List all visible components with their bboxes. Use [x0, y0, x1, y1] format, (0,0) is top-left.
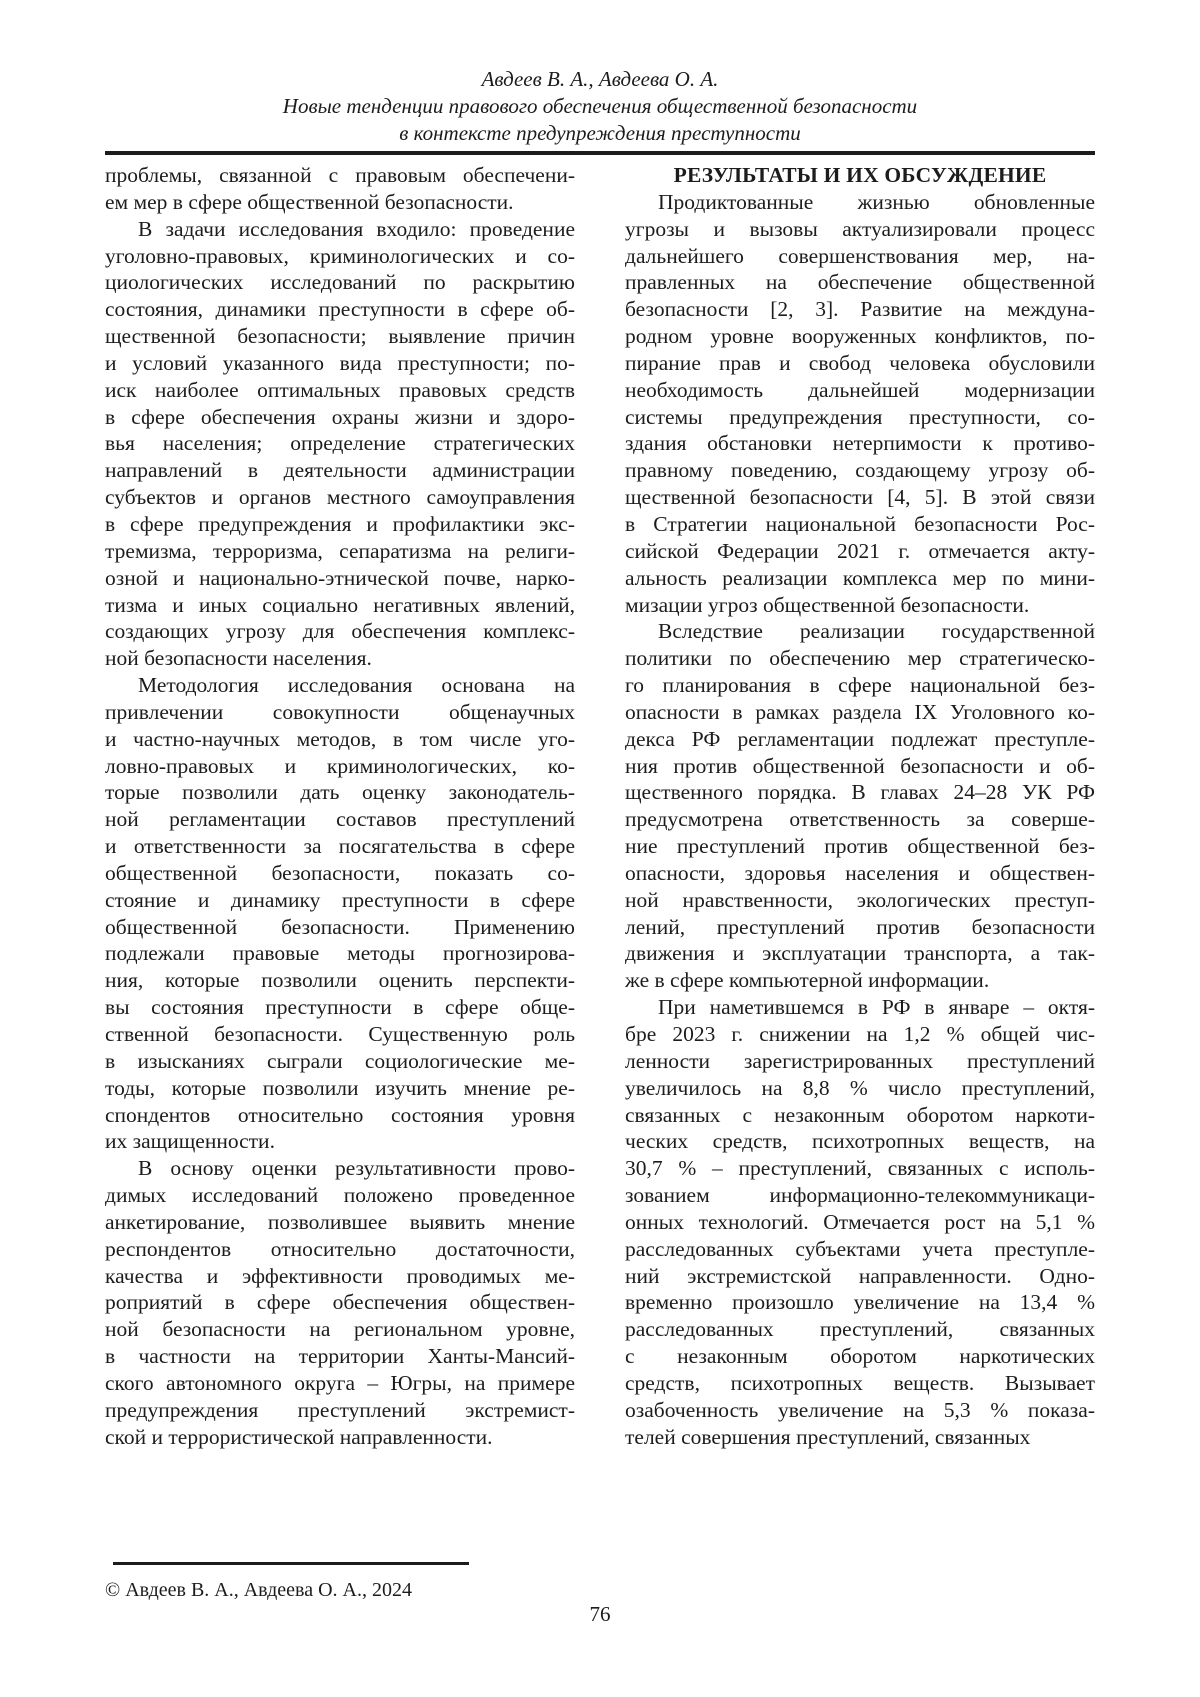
text-line: общественной безопасности. Применению [105, 914, 575, 939]
text-line: ем мер в сфере общественной безопасности. [105, 189, 514, 214]
text-line: предупреждения преступлений экстремист- [105, 1397, 575, 1422]
text-line: щественной безопасности [4, 5]. В этой связи [625, 485, 1095, 510]
page-number: 76 [589, 1602, 611, 1626]
text-line: озной и национально-этнической почве, нарко- [105, 565, 575, 590]
text-line: связанных с незаконным оборотом наркоти- [625, 1102, 1095, 1127]
text-line: тоды, которые позволили изучить мнение ре- [105, 1075, 575, 1100]
text-line: качества и эффективности проводимых ме- [105, 1263, 575, 1288]
text-line: родном уровне вооруженных конфликтов, по- [625, 324, 1095, 349]
text-line: мизации угроз общественной безопасности. [625, 592, 1030, 617]
text-line: ния, которые позволили оценить перспекти- [105, 968, 575, 993]
text-line: угрозы и вызовы актуализировали процесс [625, 216, 1095, 241]
text-line: временно произошло увеличение на 13,4 % [625, 1290, 1095, 1315]
text-line: ной безопасности на региональном уровне, [105, 1317, 575, 1342]
text-line: в изысканиях сыграли социологические ме- [105, 1048, 575, 1073]
text-line: системы предупреждения преступности, со- [625, 404, 1095, 429]
text-line: ний экстремистской направленности. Одно- [625, 1263, 1095, 1288]
text-line: декса РФ регламентации подлежат преступле- [625, 726, 1095, 751]
text-line: альность реализации комплекса мер по мини- [625, 565, 1095, 590]
text-line: стояние и динамику преступности в сфере [105, 887, 575, 912]
text-line: телей совершения преступлений, связанных [625, 1424, 1031, 1449]
footnote-rule [113, 1562, 469, 1565]
text-line: респондентов относительно достаточности, [105, 1236, 575, 1261]
text-line: димых исследований положено проведенное [105, 1183, 575, 1208]
text-line: безопасности [2, 3]. Развитие на междуна- [625, 297, 1095, 322]
text-line: их защищенности. [105, 1129, 275, 1154]
text-line: щественной безопасности; выявление причин [105, 324, 575, 349]
text-line: состояния, динамики преступности в сфере об- [105, 297, 575, 322]
text-line: в Стратегии национальной безопасности Рос- [625, 511, 1095, 536]
text-line: пирание прав и свобод человека обусловили [625, 350, 1095, 375]
text-line: роприятий в сфере обеспечения обществен- [105, 1290, 575, 1315]
text-line: ной регламентации составов преступлений [105, 807, 575, 832]
text-line: ленности зарегистрированных преступлений [625, 1048, 1095, 1073]
text-line: и частно-научных методов, в том числе уго- [105, 726, 575, 751]
text-line: опасности в рамках раздела IX Уголовного ко- [625, 699, 1095, 724]
text-line: Методология исследования основана на [138, 673, 575, 698]
text-line: тизма и иных социально негативных явлений, [105, 592, 575, 617]
text-line: бре 2023 г. снижении на 1,2 % общей чис- [625, 1022, 1095, 1046]
running-head-authors: Авдеев В. А., Авдеева О. А. [481, 67, 719, 91]
text-line: ния против общественной безопасности и об- [625, 753, 1095, 778]
text-line: ского автономного округа – Югры, на примере [105, 1370, 575, 1395]
text-line: лений, преступлений против безопасности [625, 914, 1095, 939]
text-line: политики по обеспечению мер стратегическо- [625, 646, 1095, 671]
text-line: В основу оценки результативности прово- [138, 1156, 575, 1181]
text-line: здания обстановки нетерпимости к противо- [625, 431, 1095, 456]
text-line: го планирования в сфере национальной без- [625, 673, 1095, 698]
text-line: Продиктованные жизнью обновленные [658, 189, 1095, 214]
left-column [105, 162, 575, 1451]
text-line: же в сфере компьютерной информации. [625, 968, 990, 993]
running-head-title-line1: Новые тенденции правового обеспечения общественной безопасности [282, 94, 918, 118]
text-line: с незаконным оборотом наркотических [625, 1344, 1095, 1369]
text-line: онных технологий. Отмечается рост на 5,1 % [625, 1209, 1095, 1234]
text-line: иск наиболее оптимальных правовых средств [105, 377, 575, 402]
text-line: предусмотрена ответственность за соверше- [625, 807, 1095, 832]
text-line: ской и террористической направленности. [105, 1424, 493, 1449]
text-line: В задачи исследования входило: проведение [138, 216, 575, 241]
text-line: циологических исследований по раскрытию [105, 270, 575, 295]
text-line: расследованных преступлений, связанных [625, 1317, 1095, 1342]
text-line: щественного порядка. В главах 24–28 УК РФ [625, 780, 1095, 805]
text-line: субъектов и органов местного самоуправления [105, 485, 575, 510]
text-line: озабоченность увеличение на 5,3 % показа- [625, 1397, 1095, 1422]
text-line: При наметившемся в РФ в январе – октя- [658, 995, 1095, 1020]
text-line: правному поведению, создающему угрозу об- [625, 458, 1095, 483]
right-column-text [625, 189, 1095, 1451]
text-line: общественной безопасности, показать со- [105, 860, 575, 885]
text-line: и условий указанного вида преступности; по- [105, 350, 575, 375]
text-line: в сфере предупреждения и профилактики экс- [105, 511, 575, 536]
right-column [625, 162, 1095, 1451]
left-column-text [105, 162, 575, 1451]
copyright-note: © Авдеев В. А., Авдеева О. А., 2024 [105, 1579, 413, 1601]
text-line: увеличилось на 8,8 % число преступлений, [625, 1075, 1095, 1100]
text-line: привлечении совокупности общенаучных [105, 699, 575, 724]
running-head [105, 66, 1095, 147]
text-line: проблемы, связанной с правовым обеспечени- [105, 163, 575, 187]
text-line: 30,7 % – преступлений, связанных с исполь- [625, 1156, 1095, 1181]
text-line: спондентов относительно состояния уровня [105, 1102, 575, 1127]
text-line: создающих угрозу для обеспечения комплекс- [105, 619, 575, 644]
text-line: ловно-правовых и криминологических, ко- [105, 753, 575, 778]
text-line: ственной безопасности. Существенную роль [105, 1022, 575, 1046]
text-line: вья населения; определение стратегических [105, 431, 575, 456]
text-line: движения и эксплуатации транспорта, а так- [625, 941, 1095, 966]
text-line: ной безопасности населения. [105, 646, 372, 671]
text-line: в частности на территории Ханты-Мансий- [105, 1344, 575, 1369]
text-line: и ответственности за посягательства в сфере [105, 834, 575, 859]
text-columns [105, 162, 1095, 1451]
text-line: тремизма, терроризма, сепаратизма на религи- [105, 538, 575, 563]
header-rule [105, 151, 1095, 155]
text-line: ние преступлений против общественной без- [625, 834, 1095, 859]
text-line: вы состояния преступности в сфере обще- [105, 995, 575, 1020]
text-line: опасности, здоровья населения и обществен- [625, 860, 1095, 885]
text-line: средств, психотропных веществ. Вызывает [625, 1370, 1095, 1395]
text-line: правленных на обеспечение общественной [625, 270, 1095, 295]
text-line: ной нравственности, экологических преступ- [625, 887, 1095, 912]
text-line: анкетирование, позволившее выявить мнение [105, 1209, 575, 1234]
text-line: в сфере обеспечения охраны жизни и здоро- [105, 404, 575, 429]
text-line: дальнейшего совершенствования мер, на- [625, 243, 1095, 268]
running-head-title-line2: в контексте предупреждения преступности [399, 121, 801, 145]
results-heading: РЕЗУЛЬТАТЫ И ИХ ОБСУЖДЕНИЕ [673, 163, 1047, 187]
text-line: направлений в деятельности администрации [105, 458, 575, 483]
text-line: сийской Федерации 2021 г. отмечается акту- [625, 538, 1095, 563]
text-line: ческих средств, психотропных веществ, на [625, 1129, 1095, 1154]
text-line: расследованных субъектами учета преступле- [625, 1236, 1095, 1261]
text-line: зованием информационно-телекоммуникаци- [625, 1183, 1095, 1208]
text-line: подлежали правовые методы прогнозирова- [105, 941, 575, 966]
text-line: необходимость дальнейшей модернизации [625, 377, 1095, 402]
text-line: уголовно-правовых, криминологических и со- [105, 243, 575, 268]
text-line: Вследствие реализации государственной [658, 619, 1095, 644]
text-line: торые позволили дать оценку законодатель- [105, 780, 575, 805]
